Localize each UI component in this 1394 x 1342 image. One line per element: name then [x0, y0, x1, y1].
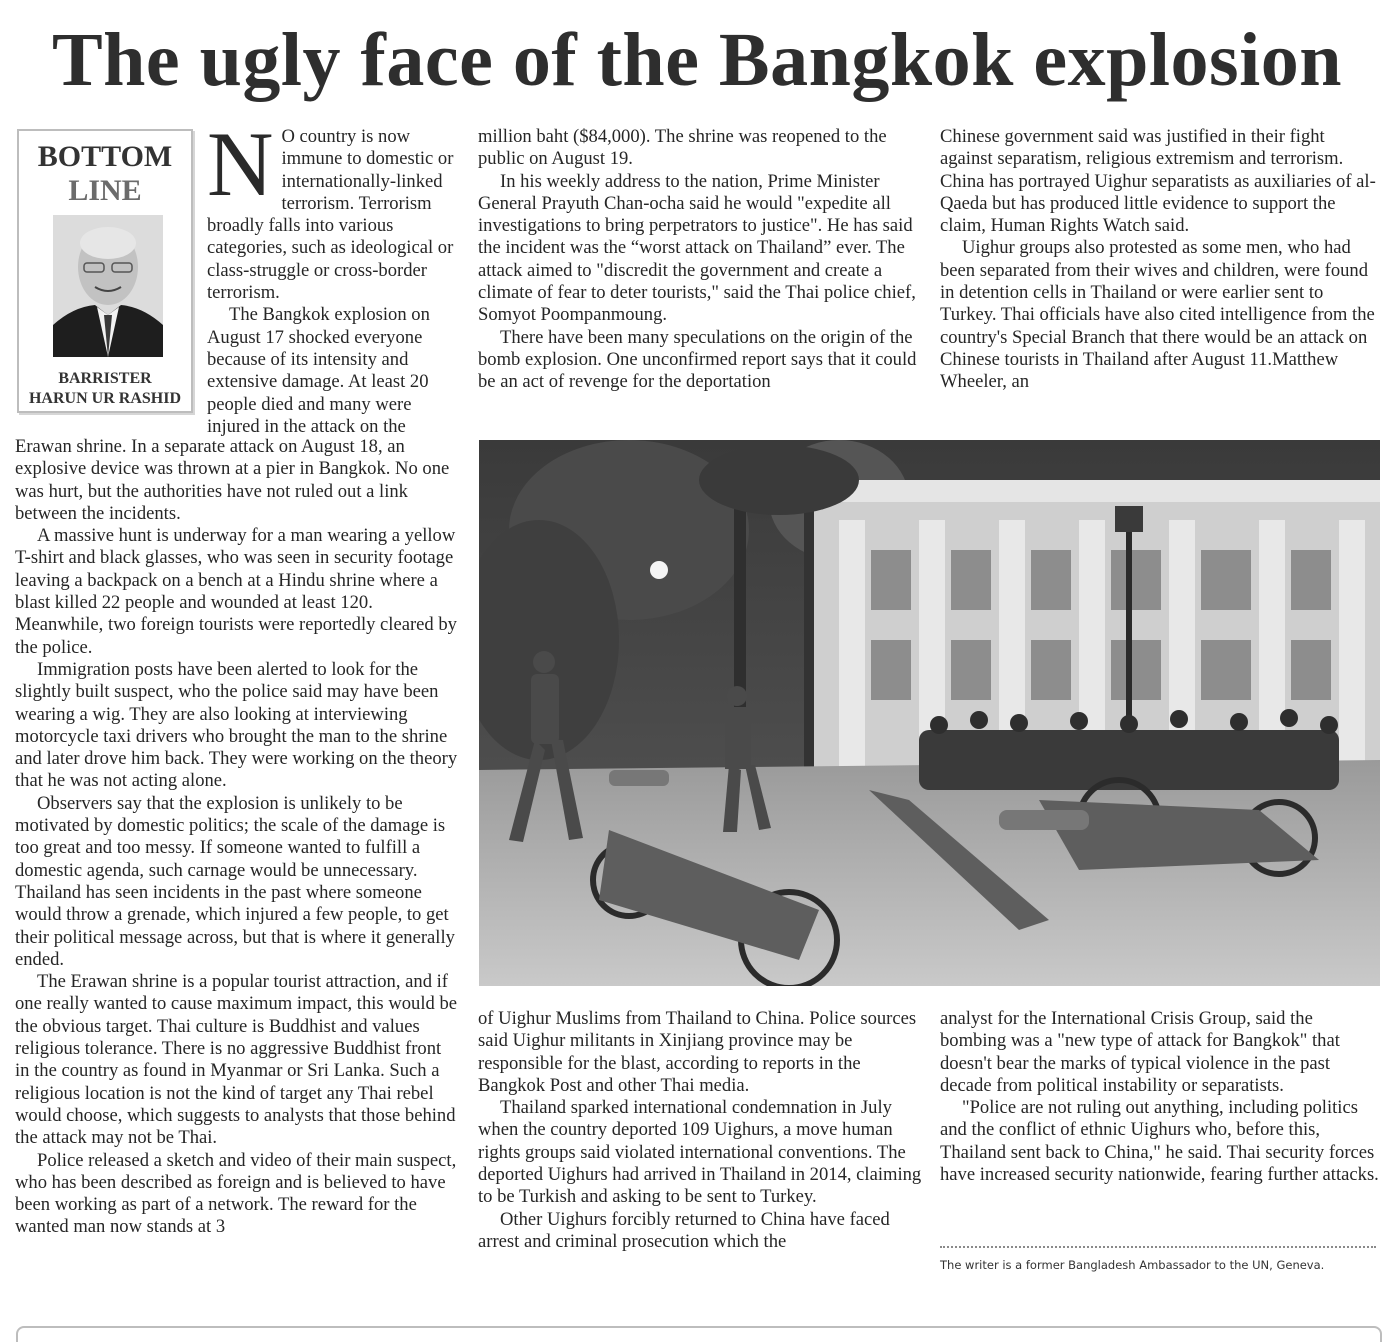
paragraph: There have been many speculations on the origin of the bomb explosion. One unconfirmed report says that it could be an act of revenge for the deportation — [478, 326, 917, 393]
paragraph: A massive hunt is underway for a man wearing a yellow T-shirt and black glasses, who was seen in security footage leaving a backpack on a bench at a Hindu shrine where a blast killed 22 people and wounded at least 120. Meanwhile, two foreign tourists were reportedly cleared by the police. — [15, 525, 457, 658]
byline-box — [17, 129, 193, 413]
headline: The ugly face of the Bangkok explosion — [51, 18, 1343, 102]
paragraph: Chinese government said was justified in their fight against separatism, religious extremism and terrorism. China has portrayed Uighur separatists as auxiliaries of al-Qaeda but has produced little evidence to support the claim, Human Rights Watch said. — [940, 126, 1376, 237]
paragraph: The Erawan shrine is a popular tourist attraction, and if one really wanted to cause maximum impact, this would be the obvious target. Thai culture is Buddhist and values religious tolerance. There is no aggressive Buddhist front in the country as found in Myanmar or Sri Lanka. Such a religious location is not the kind of target any Thai rebel would choose, which suggests to analysts that those behind the attack may not be Thai. — [15, 971, 458, 1149]
column-3-bottom — [940, 1008, 1380, 1186]
paragraph: Erawan shrine. In a separate attack on August 18, an explosive device was thrown at a pier in Bangkok. No one was hurt, but the authorities have not ruled out a link between the incidents. — [15, 436, 450, 524]
paragraph: of Uighur Muslims from Thailand to China. Police sources said Uighur militants in Xinjiang province may be responsible for the blast, according to reports in the Bangkok Post and other Thai media. — [478, 1008, 917, 1096]
paragraph: Immigration posts have been alerted to look for the slightly built suspect, who the police said may have been wearing a wig. They are also looking at interviewing motorcycle taxi drivers who brought the man to the shrine and later drove him back. They were working on the theory that he was not acting alone. — [15, 658, 458, 792]
paragraph: Other Uighurs forcibly returned to China have faced arrest and criminal prosecution which the — [478, 1208, 890, 1252]
dotted-divider — [940, 1246, 1376, 1248]
column-1-bottom — [15, 436, 460, 1239]
author-name: HARUN UR RASHID — [28, 390, 181, 407]
author-title: BARRISTER — [58, 370, 152, 387]
drop-cap: N — [207, 113, 274, 215]
column-label-line: LINE — [68, 174, 142, 207]
column-2-bottom — [478, 1008, 922, 1253]
lead-text: O country is now immune to domestic or internationally-linked terrorism. Terrorism broadly falls into various categories, such as ideological or class-struggle or cross-border terrorism. — [207, 126, 454, 304]
column-label-bottom: BOTTOM — [37, 140, 173, 173]
paragraph: In his weekly address to the nation, Prime Minister General Prayuth Chan-ocha said he would "expedite all investigations to bring perpetrators to justice". He has said the incident was the “worst attack on Thailand” ever. The attack aimed to "discredit the government and create a climate of fear to deter tourists," said the Thai police chief, Somyot Poompanmoung. — [478, 170, 916, 326]
column-1-top — [207, 113, 459, 438]
paragraph: The Bangkok explosion on August 17 shocked everyone because of its intensity and extensive damage. At least 20 people died and many were injured in the attack on the — [207, 304, 430, 437]
paragraph: Observers say that the explosion is unlikely to be motivated by domestic politics; the scale of the damage is too great and too messy. If someone wanted to fulfill a domestic agenda, such carnage would be unnecessary. Thailand has seen incidents in the past where someone would throw a grenade, which injured a few people, to get their political message across, but that is where it generally ended. — [15, 792, 455, 970]
column-2-top — [478, 126, 922, 394]
paragraph: million baht ($84,000). The shrine was reopened to the public on August 19. — [478, 126, 887, 170]
explosion-scene-photo — [479, 440, 1380, 986]
paragraph: Thailand sparked international condemnation in July when the country deported 109 Uighurs, a move human rights groups said violated international conventions. The deported Uighurs had arrived in Thailand in 2014, claiming to be Turkish and asking to be sent to Turkey. — [478, 1097, 922, 1208]
next-article-frame — [16, 1326, 1382, 1342]
writer-note: The writer is a former Bangladesh Ambassador to the UN, Geneva. — [940, 1258, 1325, 1272]
paragraph: analyst for the International Crisis Group, said the bombing was a "new type of attack for Bangkok" that doesn't bear the marks of typical violence in the past decade from political instability or separatists. — [940, 1008, 1340, 1096]
lead-paragraph — [207, 113, 459, 304]
paragraph: Uighur groups also protested as some men, who had been separated from their wives and children, were found in detention cells in Thailand or were earlier sent to Turkey. Thai officials have also cited intelligence from the country's Special Branch that there would be an attack on Chinese tourists in Thailand after August 11.Matthew Wheeler, an — [940, 237, 1375, 393]
author-portrait — [53, 215, 163, 357]
column-3-top — [940, 126, 1380, 394]
paragraph: "Police are not ruling out anything, including politics and the conflict of ethnic Uighurs who, before this, Thailand sent back to China," he said. Thai security forces have increased security nationwide, fearing further attacks. — [940, 1097, 1379, 1186]
paragraph: Police released a sketch and video of their main suspect, who has been described as foreign and is believed to have been working as part of a network. The reward for the wanted man now stands at 3 — [15, 1149, 457, 1238]
